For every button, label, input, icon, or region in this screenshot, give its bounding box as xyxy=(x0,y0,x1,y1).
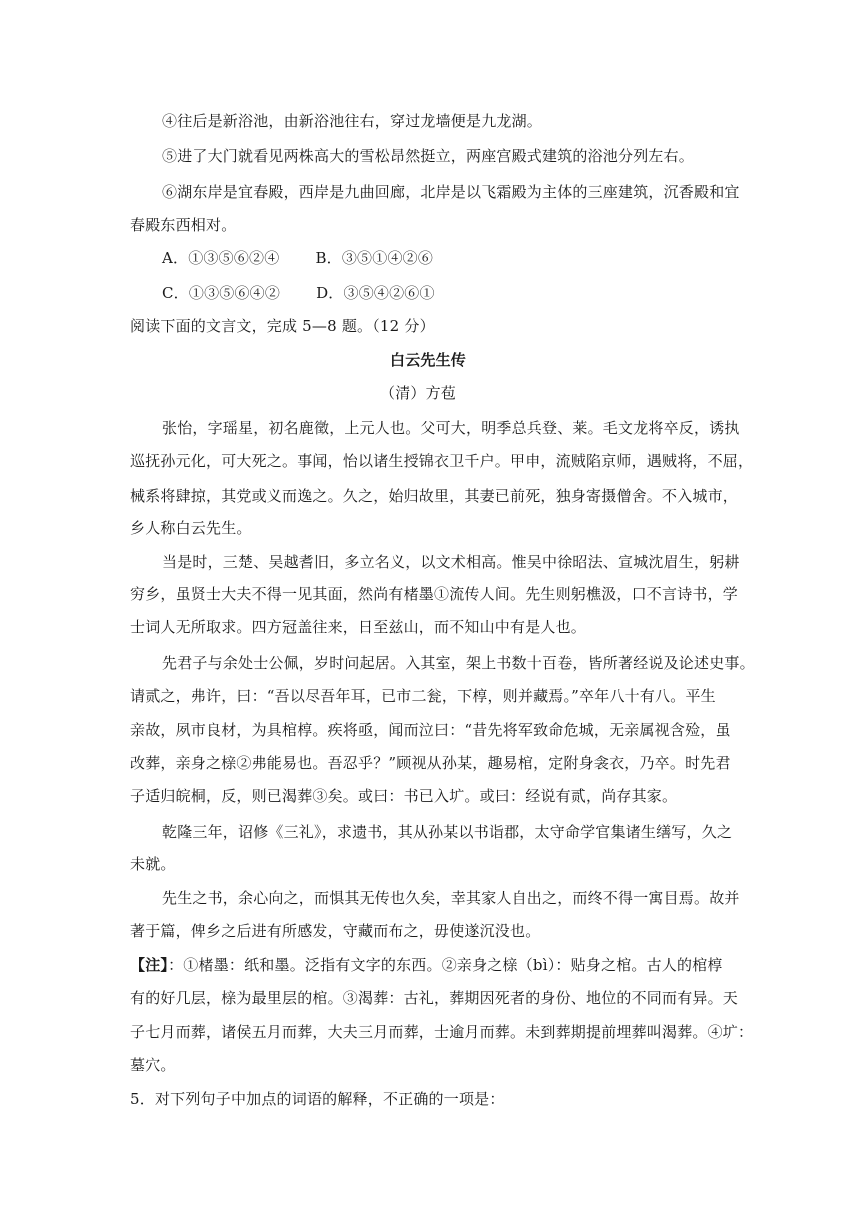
passage-p2-line-2: 穷乡，虽贤士大夫不得一见其面，然尚有楮墨①流传人间。先生则躬樵汲，口不言诗书，学 xyxy=(130,585,739,603)
passage-p3-line-1: 先君子与余处士公佩，岁时问起居。入其室，架上书数十百卷，皆所著经说及论述史事。 xyxy=(162,654,755,672)
sentence-6-line-1: ⑥湖东岸是宜春殿，西岸是九曲回廊，北岸是以飞霜殿为主体的三座建筑，沉香殿和宜 xyxy=(162,183,740,201)
passage-p1-line-4: 乡人称白云先生。 xyxy=(130,519,252,537)
sentence-5: ⑤进了大门就看见两株高大的雪松昂然挺立，两座宫殿式建筑的浴池分列左右。 xyxy=(162,147,695,165)
reading-instruction: 阅读下面的文言文，完成 5—8 题。（12 分） xyxy=(130,317,435,335)
passage-p5-line-1: 先生之书，余心向之，而惧其无传也久矣，幸其家人自出之，而终不得一寓目焉。故并 xyxy=(162,889,740,907)
passage-p3-line-4: 改葬，亲身之榇②弗能易也。吾忍乎？”顾视从孙某，趣易棺，定附身衾衣，乃卒。时先君 xyxy=(130,754,731,772)
notes-line-1 xyxy=(130,955,723,975)
passage-author: （清）方苞 xyxy=(380,384,457,402)
passage-p4-line-2: 未就。 xyxy=(130,855,176,873)
option-a: A．①③⑤⑥②④ xyxy=(162,249,280,267)
passage-p3-line-2: 请贰之，弗许，曰：“吾以尽吾年耳，已市二瓮，下椁，则并藏焉。”卒年八十有八。平生 xyxy=(130,687,716,705)
passage-p3-line-5: 子适归皖桐，反，则已渴葬③矣。或曰：书已入圹。或曰：经说有贰，尚存其家。 xyxy=(130,787,678,805)
option-c: C．①③⑤⑥④② xyxy=(162,284,281,302)
sentence-4: ④往后是新浴池，由新浴池往右，穿过龙墙便是九龙湖。 xyxy=(162,112,543,130)
question-5: 5．对下列句子中加点的词语的解释，不正确的一项是： xyxy=(130,1090,505,1108)
passage-p1-line-1: 张怡，字瑶星，初名鹿徵，上元人也。父可大，明季总兵登、莱。毛文龙将卒反，诱执 xyxy=(162,419,740,437)
passage-p2-line-3: 士词人无所取求。四方冠盖往来，日至兹山，而不知山中有是人也。 xyxy=(130,618,587,636)
sentence-6-line-2: 春殿东西相对。 xyxy=(130,216,237,234)
passage-title: 白云先生传 xyxy=(390,351,467,369)
option-d: D．③⑤④②⑥① xyxy=(316,284,435,302)
passage-p2-line-1: 当是时，三楚、吴越耆旧，多立名义，以文术相高。惟吴中徐昭法、宣城沈眉生，躬耕 xyxy=(162,553,740,571)
passage-p3-line-3: 亲故，夙市良材，为具棺椁。疾将亟，闻而泣曰：“昔先将军致命危城，无亲属视含殓，虽 xyxy=(130,721,731,739)
notes-line-3: 子七月而葬，诸侯五月而葬，大夫三月而葬，士逾月而葬。未到葬期提前埋葬叫渴葬。④圹： xyxy=(130,1023,754,1041)
passage-p4-line-1: 乾隆三年，诏修《三礼》，求遗书，其从孙某以书诣郡，太守命学官集诸生缮写，久之 xyxy=(162,823,733,841)
notes-line-2: 有的好几层，榇为最里层的棺。③渴葬：古礼，葬期因死者的身份、地位的不同而有异。天 xyxy=(130,989,739,1007)
option-row-cd xyxy=(162,283,435,303)
option-b: B．③⑤①④②⑥ xyxy=(315,249,434,267)
notes-label: 【注】 xyxy=(130,956,169,974)
passage-p1-line-2: 巡抚孙元化，可大死之。事闻，怡以诸生授锦衣卫千户。甲申，流贼陷京师，遇贼将，不屈， xyxy=(130,452,754,470)
notes-text-1: ：①楮墨：纸和墨。泛指有文字的东西。②亲身之榇（bì）：贴身之棺。古人的棺椁 xyxy=(168,956,723,974)
passage-p1-line-3: 械系将肆掠，其党或义而逸之。久之，始归故里，其妻已前死，独身寄摄僧舍。不入城市， xyxy=(130,487,739,505)
option-row-ab xyxy=(162,248,433,268)
notes-line-4: 墓穴。 xyxy=(130,1056,176,1074)
passage-p5-line-2: 著于篇，俾乡之后进有所感发，守藏而布之，毋使遂沉没也。 xyxy=(130,922,541,940)
